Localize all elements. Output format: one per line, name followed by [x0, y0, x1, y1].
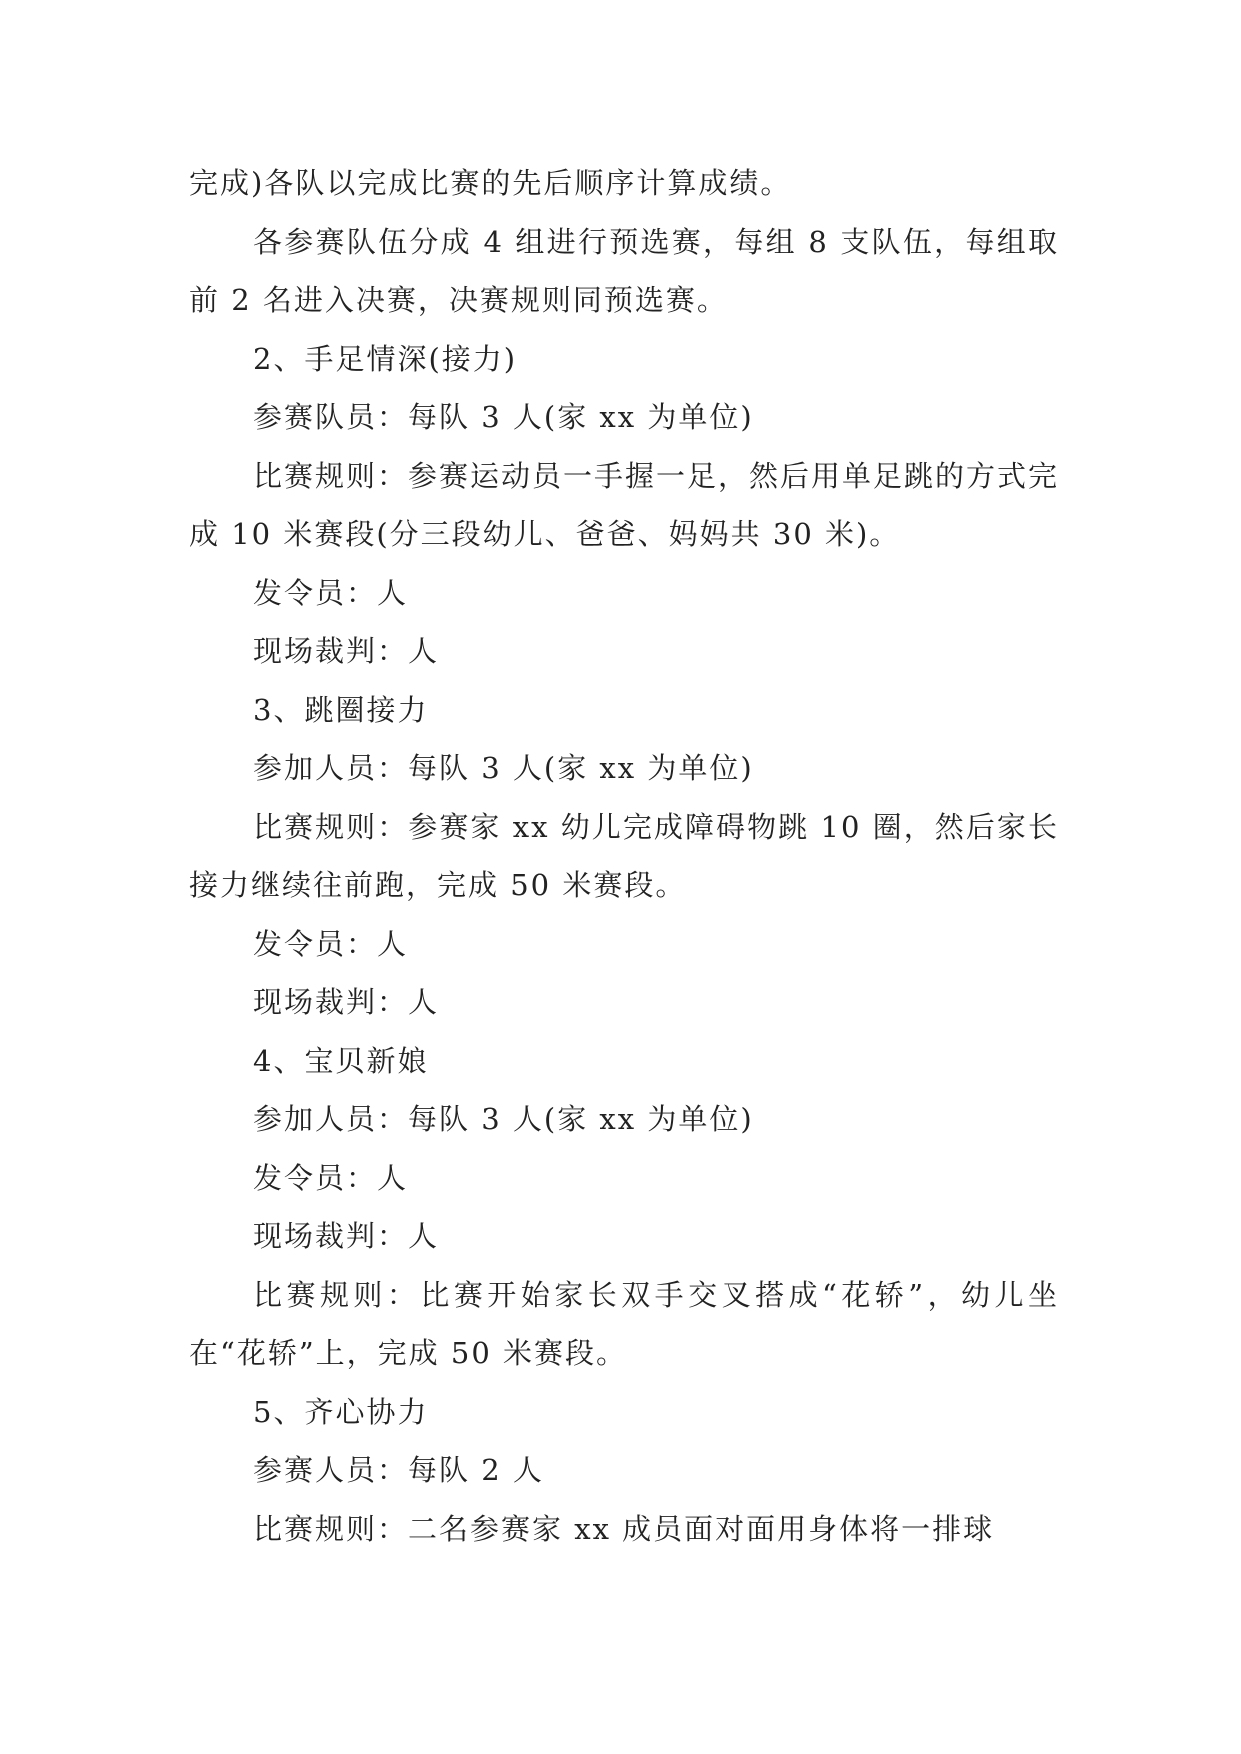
section-heading-4: 4、宝贝新娘	[253, 1043, 429, 1078]
paragraph-participants-2: 参赛队员：每队 3 人(家 xx 为单位)	[253, 400, 754, 434]
paragraph-starter-2: 发令员：人	[253, 575, 409, 610]
paragraph-participants-5: 参赛人员：每队 2 人	[253, 1453, 544, 1487]
paragraph-participants-3: 参加人员：每队 3 人(家 xx 为单位)	[253, 751, 754, 785]
paragraph-rules-5: 比赛规则：二名参赛家 xx 成员面对面用身体将一排球	[253, 1511, 995, 1546]
paragraph-referee-3: 现场裁判：人	[253, 985, 440, 1019]
section-heading-5: 5、齐心协力	[253, 1394, 429, 1429]
paragraph-rules-2: 比赛规则：参赛运动员一手握一足，然后用单足跳的方式完成 10 米赛段(分三段幼儿、爸爸、妈妈共 30 米)。	[189, 458, 1060, 551]
paragraph-starter-3: 发令员：人	[253, 926, 409, 961]
paragraph-referee-2: 现场裁判：人	[253, 634, 440, 668]
section-heading-2: 2、手足情深(接力)	[253, 341, 518, 376]
paragraph-rules-4: 比赛规则：比赛开始家长双手交叉搭成“花轿”，幼儿坐在“花轿”上，完成 50 米赛段。	[189, 1277, 1059, 1370]
document-body	[189, 154, 1059, 1558]
paragraph-referee-4: 现场裁判：人	[253, 1219, 440, 1253]
paragraph-starter-4: 发令员：人	[253, 1160, 409, 1195]
section-heading-3: 3、跳圈接力	[253, 692, 429, 727]
paragraph-2: 各参赛队伍分成 4 组进行预选赛，每组 8 支队伍，每组取前 2 名进入决赛，决赛规则同预选赛。	[189, 224, 1059, 317]
paragraph-1: 完成)各队以完成比赛的先后顺序计算成绩。	[189, 166, 792, 200]
paragraph-participants-4: 参加人员：每队 3 人(家 xx 为单位)	[253, 1102, 754, 1136]
paragraph-rules-3: 比赛规则：参赛家 xx 幼儿完成障碍物跳 10 圈，然后家长接力继续往前跑，完成 50 米赛段。	[189, 809, 1059, 902]
